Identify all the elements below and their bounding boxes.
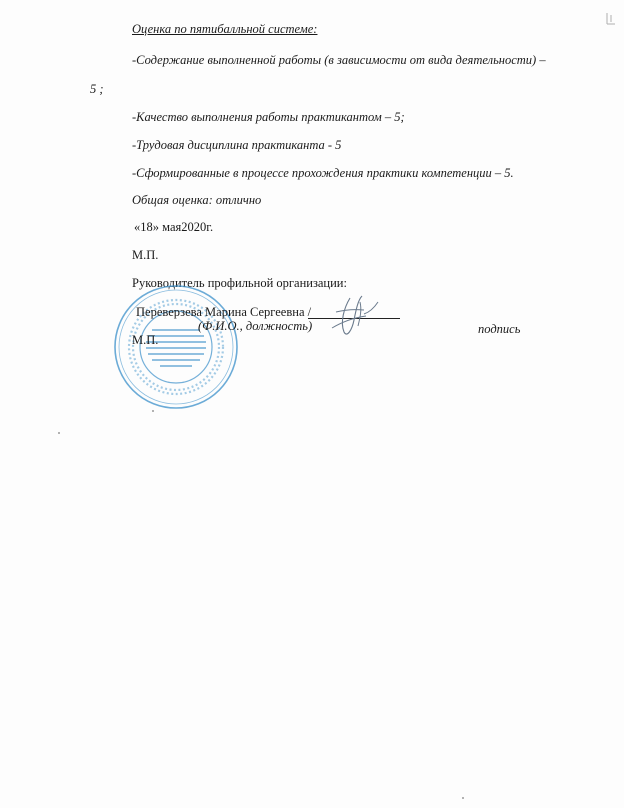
seal-label-bottom: М.П.: [132, 333, 159, 347]
overall-grade: Общая оценка: отлично: [132, 193, 262, 207]
criterion-competencies: -Сформированные в процессе прохождения практики компетенции – 5.: [132, 166, 514, 180]
grading-title: Оценка по пятибалльной системе:: [132, 22, 318, 36]
criterion-quality: -Качество выполнения работы практикантом – 5;: [132, 110, 405, 124]
scan-speck: [152, 410, 154, 412]
date-line: «18» мая2020г.: [134, 220, 214, 234]
criterion-content-line2: 5 ;: [90, 82, 104, 96]
criterion-content-line1: -Содержание выполненной работы (в зависимости от вида деятельности) –: [132, 53, 546, 67]
caption-fio: (Ф.И.О., должность): [198, 319, 313, 333]
supervisor-heading: Руководитель профильной организации:: [132, 276, 347, 290]
seal-label-top: М.П.: [132, 248, 159, 262]
corner-scan-mark-icon: [605, 12, 617, 26]
supervisor-name: Переверзева Марина Сергеевна /: [136, 305, 312, 319]
criterion-discipline: -Трудовая дисциплина практиканта - 5: [132, 138, 342, 152]
handwritten-signature: [330, 292, 392, 340]
scan-speck: [462, 797, 464, 799]
caption-signature: подпись: [478, 322, 521, 336]
scan-speck: [58, 432, 60, 434]
